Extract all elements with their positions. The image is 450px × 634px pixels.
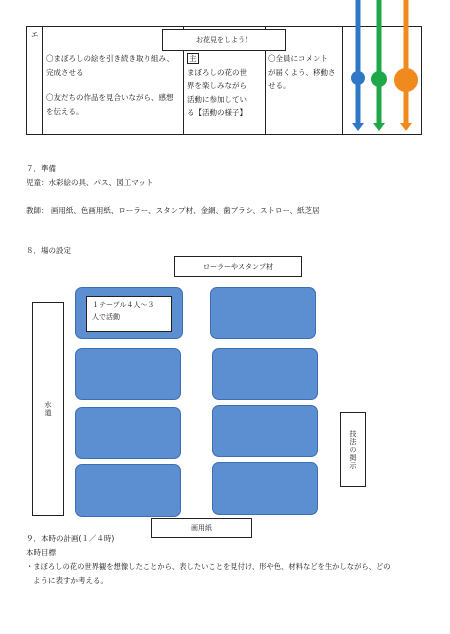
table-bottom-border xyxy=(26,134,422,135)
orange-arrow-icon xyxy=(394,0,418,131)
table-note-text: 人で活動 xyxy=(92,313,120,321)
event-label-box xyxy=(162,29,286,51)
progress-arrows xyxy=(343,0,421,134)
technique-label: 技法の掲示 xyxy=(349,429,357,470)
evaluation-column xyxy=(187,52,247,120)
drawing-paper-box xyxy=(151,518,252,538)
roller-stamp-label: ローラーやスタンプ材 xyxy=(203,262,273,271)
support-column xyxy=(268,52,336,93)
water-area-box xyxy=(32,302,64,516)
goal-text: ように表すか考える。 xyxy=(33,576,108,585)
activity-text: を伝える。 xyxy=(46,106,84,116)
table-note-box xyxy=(86,296,172,332)
table-desk xyxy=(75,464,181,517)
drawing-paper-label: 画用紙 xyxy=(191,524,212,532)
evaluation-badge: 主 xyxy=(189,54,197,63)
roller-stamp-box xyxy=(174,256,302,277)
teacher-materials: 教師： 画用紙、色画用紙、ローラー、スタンプ材、金網、歯ブラシ、ストロー、紙芝居 xyxy=(26,206,320,215)
table-desk xyxy=(212,462,318,515)
evaluation-text: 活動に参加してい xyxy=(187,94,247,104)
table-desk xyxy=(210,287,316,339)
activity-text: 〇まぼろしの絵を引き続き取り組み、 xyxy=(46,54,174,63)
section9-heading: ９．本時の計画(１／４時) xyxy=(26,534,115,543)
support-text: が届くよう、移動さ xyxy=(268,67,336,77)
row-label: エ xyxy=(31,30,39,39)
section7-heading: ７．準備 xyxy=(26,164,56,173)
children-materials: 児童：水彩絵の具、パス、図工マット xyxy=(26,178,154,187)
table-desk xyxy=(212,348,318,400)
activity-text: 完成させる xyxy=(46,67,84,77)
table-left-border xyxy=(26,26,27,134)
table-desk xyxy=(75,348,181,400)
event-label: お花見をしよう！ xyxy=(196,36,252,44)
water-label: 水道 xyxy=(44,401,52,417)
section8-heading: ８．場の設定 xyxy=(26,246,71,255)
evaluation-text: 界を楽しみながら xyxy=(187,81,247,90)
goal-text: ・まぼろしの花の世界観を想像したことから、表したいことを見付け、形や色、材料などを生かしながら、どの xyxy=(26,562,391,571)
activity-column xyxy=(46,52,174,118)
support-text: 〇全員にコメント xyxy=(268,54,328,63)
technique-display-box xyxy=(340,412,366,487)
activity-text: 〇友だちの作品を見合いながら、感想 xyxy=(46,93,174,102)
table-col-divider xyxy=(42,26,43,134)
table-right-border xyxy=(421,26,422,134)
evaluation-text: まぼろしの花の世 xyxy=(187,67,247,77)
support-text: せる。 xyxy=(268,81,291,90)
blue-arrow-icon xyxy=(351,0,365,131)
table-desk xyxy=(212,405,318,457)
table-desk xyxy=(75,407,181,459)
table-note-text: １テーブル４人～３ xyxy=(92,301,155,309)
green-arrow-icon xyxy=(371,0,387,131)
goal-heading: 本時目標 xyxy=(26,548,56,557)
evaluation-text: る【活動の様子】 xyxy=(187,108,247,117)
